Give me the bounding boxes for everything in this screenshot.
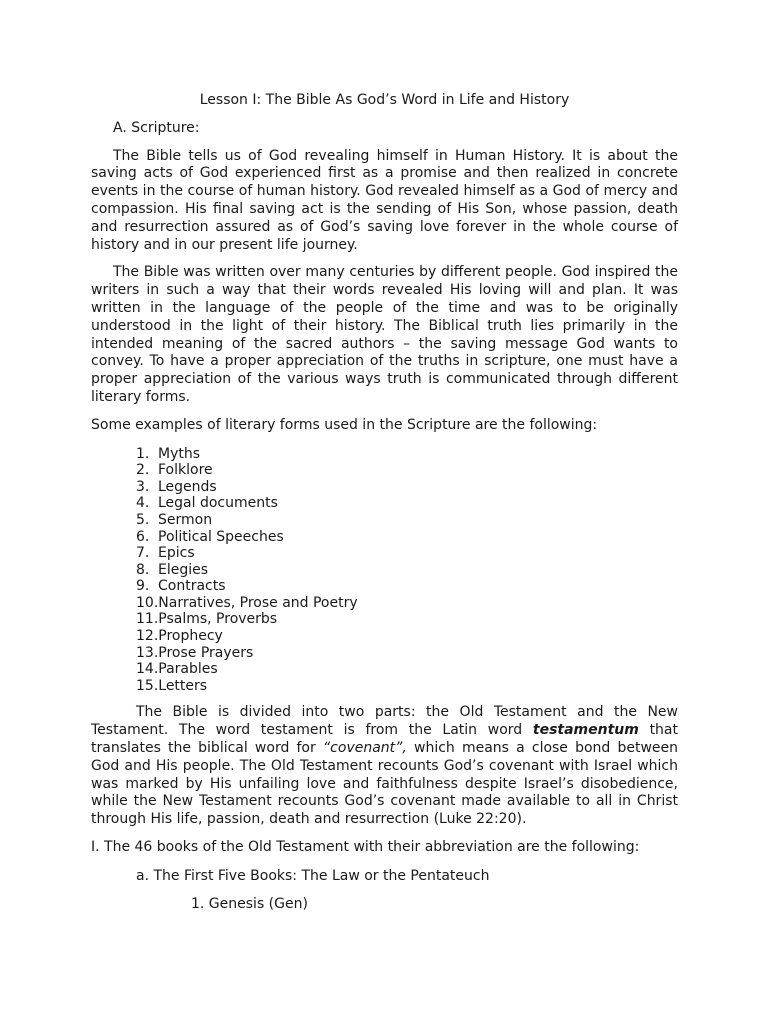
literary-form-item [136,678,678,695]
section-heading-scripture: A. Scripture: [113,119,200,136]
literary-form-item [136,645,678,662]
list-number: 8. [136,561,150,578]
testaments-text-1: The Bible is divided into two parts: the Old Testament and the New Testament. The word testament is from the Latin word [91,704,678,739]
list-number: 4. [136,495,150,512]
literary-form-item [136,595,678,612]
list-number: 6. [136,528,150,545]
list-text: Political Speeches [158,528,284,545]
list-number: 1. [136,445,150,462]
list-text: Prophecy [158,628,223,645]
list-number: 3. [136,478,150,495]
testaments-text-2: that translates the biblical word for [91,722,678,757]
book-genesis: 1. Genesis (Gen) [191,895,308,912]
list-text: Parables [158,661,218,678]
list-number: 13. [136,644,159,661]
list-number: 7. [136,545,150,562]
list-text: Folklore [158,462,213,479]
lesson-title: Lesson I: The Bible As God’s Word in Life and History [199,92,570,108]
list-number: 10. [136,594,159,611]
literary-form-item [136,446,678,463]
list-number: 11. [136,611,159,628]
list-text: Letters [158,677,208,694]
literary-form-item [136,495,678,512]
literary-form-item [136,661,678,678]
list-number: 5. [136,511,150,528]
list-text: Legends [158,478,217,495]
list-text: Contracts [158,578,226,595]
list-text: Elegies [158,561,209,578]
literary-form-item [136,611,678,628]
list-text: Sermon [158,511,213,528]
list-text: Narratives, Prose and Poetry [158,594,358,611]
list-text: Prose Prayers [158,644,254,661]
list-text: Myths [158,445,201,462]
paragraph-writing: The Bible was written over many centuries by different people. God inspired the writers in such a way that their words revealed His loving will and plan. It was written in the language of the people of the time and was to be originally understood in the light of their history. The Biblical truth lies primarily in the intended meaning of the sacred authors – the saving message God wants to convey. To have a proper appreciation of the truths in scripture, one must have a proper appreciation of the various ways truth is communicated through different literary forms. [91,264,678,405]
literary-forms-list [136,446,678,695]
list-text: Epics [158,545,195,562]
literary-form-item [136,628,678,645]
literary-form-item [136,529,678,546]
literary-form-item [136,479,678,496]
paragraph-testaments [91,704,678,829]
section-heading-old-testament: I. The 46 books of the Old Testament with their abbreviation are the following: [91,839,640,856]
list-number: 14. [136,661,159,678]
literary-form-item [136,462,678,479]
paragraph-literary-forms-intro: Some examples of literary forms used in the Scripture are the following: [91,416,598,433]
literary-form-item [136,578,678,595]
list-text: Legal documents [158,495,278,512]
covenant-term: “covenant”, [322,740,407,757]
list-number: 15. [136,677,159,694]
list-number: 2. [136,462,150,479]
testamentum-term: testamentum [532,722,639,739]
list-number: 9. [136,578,150,595]
subheading-pentateuch: a. The First Five Books: The Law or the Pentateuch [136,867,490,884]
list-number: 12. [136,628,159,645]
literary-form-item [136,562,678,579]
testaments-text-3: which means a close bond between God and His people. The Old Testament recounts God’s covenant with Israel which was marked by His unfailing love and faithfulness despite Israel’s disobedience, while the New Testament recounts God’s covenant made available to all in Christ through His life, passion, death and resurrection (Luke 22:20). [91,740,679,828]
literary-form-item [136,512,678,529]
list-text: Psalms, Proverbs [158,611,278,628]
literary-form-item [136,545,678,562]
paragraph-intro: The Bible tells us of God revealing himself in Human History. It is about the saving acts of God experienced first as a promise and then realized in concrete events in the course of human history. God revealed himself as a God of mercy and compassion. His final saving act is the sending of His Son, whose passion, death and resurrection assured as of God’s saving love forever in the whole course of history and in our present life journey. [91,147,678,253]
